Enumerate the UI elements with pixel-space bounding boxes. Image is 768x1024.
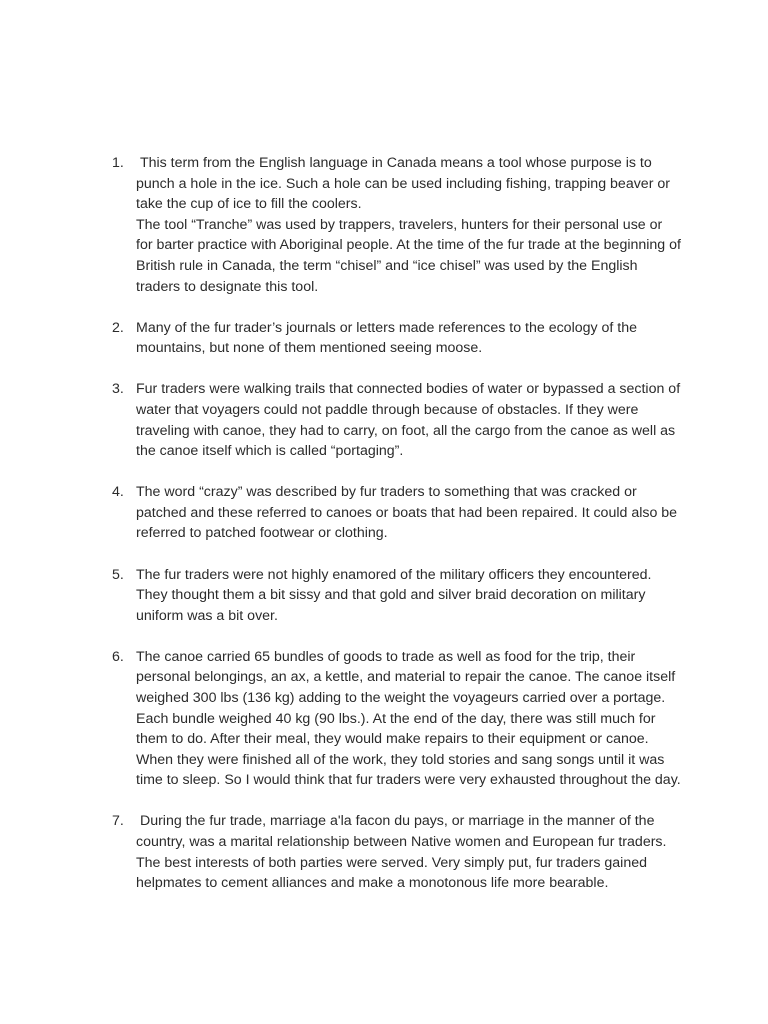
item-number: 5. <box>112 566 124 583</box>
item-number: 3. <box>112 381 124 398</box>
item-number: 2. <box>112 319 124 336</box>
item-paragraph: This term from the English language in Canada means a tool whose purpose is to punch a hole in the ice. Such a hole can be used including fishing, trapping beaver or take the cup of ice to fill the coolers. <box>136 155 670 213</box>
item-paragraph: The canoe carried 65 bundles of goods to trade as well as food for the trip, their personal belongings, an ax, a kettle, and material to repair the canoe. The canoe itself weighed 300 lbs (136 kg) adding to the weight the voyageurs carried over a portage. Each bundle weighed 40 kg (90 lbs.). At the end of the day, there was still much for them to do. After their meal, they would make repairs to their equipment or canoe. When they were finished all of the work, they told stories and sang songs until it was time to sleep. So I would think that fur traders were very exhausted throughout the day. <box>136 648 681 789</box>
list-item <box>112 811 682 893</box>
list-item <box>112 379 682 461</box>
item-paragraph: The tool “Tranche” was used by trappers, travelers, hunters for their personal use or for barter practice with Aboriginal people. At the time of the fur trade at the beginning of British rule in Canada, the term “chisel” and “ice chisel” was used by the English traders to designate this tool. <box>136 216 681 295</box>
list-item <box>112 318 682 359</box>
item-paragraph: Fur traders were walking trails that connected bodies of water or bypassed a section of water that voyagers could not paddle through because of obstacles. If they were traveling with canoe, they had to carry, on foot, all the cargo from the canoe as well as the canoe itself which is called “portaging”. <box>136 381 681 460</box>
item-paragraph: The fur traders were not highly enamored of the military officers they encountered. They thought them a bit sissy and that gold and silver braid decoration on military uniform was a bit over. <box>136 566 652 624</box>
item-number: 7. <box>112 813 124 830</box>
item-paragraph: During the fur trade, marriage a'la facon du pays, or marriage in the manner of the country, was a marital relationship between Native women and European fur traders. The best interests of both parties were served. Very simply put, fur traders gained helpmates to cement alliances and make a monotonous life more bearable. <box>136 813 667 892</box>
numbered-list <box>112 153 682 914</box>
list-item <box>112 153 682 297</box>
item-number: 6. <box>112 648 124 665</box>
item-paragraph: The word “crazy” was described by fur traders to something that was cracked or patched and these referred to canoes or boats that had been repaired. It could also be referred to patched footwear or clothing. <box>136 484 678 542</box>
item-number: 1. <box>112 155 124 171</box>
list-item <box>112 482 682 544</box>
item-paragraph: Many of the fur trader’s journals or letters made references to the ecology of the mountains, but none of them mentioned seeing moose. <box>136 319 638 357</box>
list-item <box>112 647 682 791</box>
list-item <box>112 565 682 627</box>
item-number: 4. <box>112 484 124 501</box>
